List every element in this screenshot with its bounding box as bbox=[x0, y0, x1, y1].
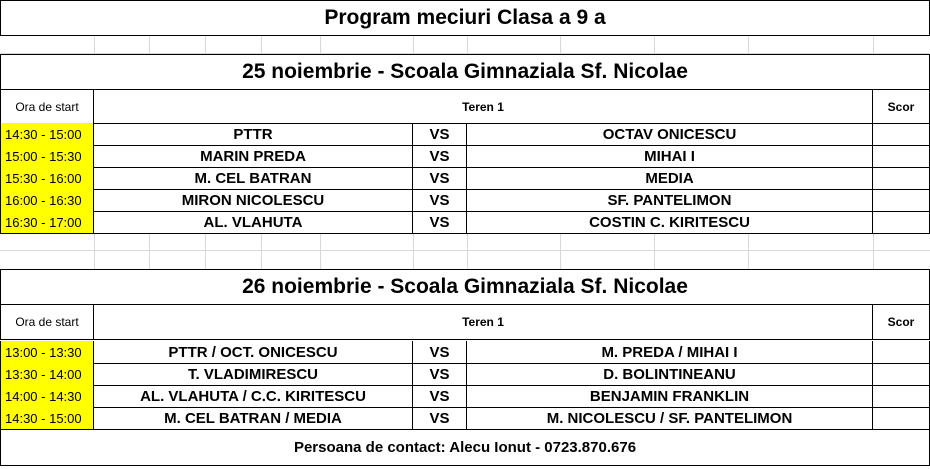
vs-label: VS bbox=[413, 211, 467, 234]
score-cell bbox=[873, 407, 930, 430]
section1-header-row bbox=[0, 89, 930, 124]
score-cell bbox=[873, 167, 930, 190]
field-header: Teren 1 bbox=[94, 89, 873, 124]
away-team: M. PREDA / MIHAI I bbox=[467, 341, 873, 364]
match-row bbox=[0, 407, 930, 430]
field-header: Teren 1 bbox=[94, 304, 873, 340]
contact-row bbox=[0, 429, 930, 466]
match-row bbox=[0, 167, 930, 190]
away-team: MEDIA bbox=[467, 167, 873, 190]
away-team: M. NICOLESCU / SF. PANTELIMON bbox=[467, 407, 873, 430]
vs-label: VS bbox=[413, 189, 467, 212]
match-row bbox=[0, 189, 930, 212]
vs-label: VS bbox=[413, 145, 467, 168]
home-team: AL. VLAHUTA / C.C. KIRITESCU bbox=[94, 385, 413, 408]
match-time: 14:30 - 15:00 bbox=[0, 407, 94, 430]
home-team: MARIN PREDA bbox=[94, 145, 413, 168]
vs-label: VS bbox=[413, 167, 467, 190]
score-cell bbox=[873, 123, 930, 146]
away-team: MIHAI I bbox=[467, 145, 873, 168]
away-team: D. BOLINTINEANU bbox=[467, 363, 873, 386]
score-cell bbox=[873, 341, 930, 364]
empty-row bbox=[0, 36, 930, 54]
vs-label: VS bbox=[413, 123, 467, 146]
away-team: SF. PANTELIMON bbox=[467, 189, 873, 212]
section2-heading: 26 noiembrie - Scoala Gimnaziala Sf. Nicolae bbox=[0, 269, 930, 305]
home-team: PTTR bbox=[94, 123, 413, 146]
match-time: 16:00 - 16:30 bbox=[0, 189, 94, 212]
start-time-header: Ora de start bbox=[0, 304, 94, 340]
home-team: AL. VLAHUTA bbox=[94, 211, 413, 234]
section1-heading: 25 noiembrie - Scoala Gimnaziala Sf. Nicolae bbox=[0, 54, 930, 90]
score-cell bbox=[873, 385, 930, 408]
away-team: OCTAV ONICESCU bbox=[467, 123, 873, 146]
match-row bbox=[0, 385, 930, 408]
match-time: 14:30 - 15:00 bbox=[0, 123, 94, 146]
page-title: Program meciuri Clasa a 9 a bbox=[0, 0, 930, 36]
title-row bbox=[0, 0, 930, 36]
match-time: 15:30 - 16:00 bbox=[0, 167, 94, 190]
home-team: M. CEL BATRAN bbox=[94, 167, 413, 190]
home-team: M. CEL BATRAN / MEDIA bbox=[94, 407, 413, 430]
score-header: Scor bbox=[873, 304, 930, 340]
vs-label: VS bbox=[413, 407, 467, 430]
match-time: 14:00 - 14:30 bbox=[0, 385, 94, 408]
score-cell bbox=[873, 145, 930, 168]
section2-heading-row bbox=[0, 269, 930, 305]
vs-label: VS bbox=[413, 385, 467, 408]
score-cell bbox=[873, 189, 930, 212]
vs-label: VS bbox=[413, 341, 467, 364]
match-time: 13:30 - 14:00 bbox=[0, 363, 94, 386]
match-row bbox=[0, 341, 930, 364]
match-time: 15:00 - 15:30 bbox=[0, 145, 94, 168]
vs-label: VS bbox=[413, 363, 467, 386]
score-cell bbox=[873, 211, 930, 234]
home-team: MIRON NICOLESCU bbox=[94, 189, 413, 212]
contact-info: Persoana de contact: Alecu Ionut - 0723.870.676 bbox=[0, 429, 930, 466]
match-row bbox=[0, 145, 930, 168]
home-team: T. VLADIMIRESCU bbox=[94, 363, 413, 386]
score-cell bbox=[873, 363, 930, 386]
home-team: PTTR / OCT. ONICESCU bbox=[94, 341, 413, 364]
away-team: COSTIN C. KIRITESCU bbox=[467, 211, 873, 234]
start-time-header: Ora de start bbox=[0, 89, 94, 124]
match-row bbox=[0, 211, 930, 234]
empty-rows bbox=[0, 233, 930, 269]
match-row bbox=[0, 363, 930, 386]
score-header: Scor bbox=[873, 89, 930, 124]
match-time: 13:00 - 13:30 bbox=[0, 341, 94, 364]
away-team: BENJAMIN FRANKLIN bbox=[467, 385, 873, 408]
section1-heading-row bbox=[0, 54, 930, 90]
match-time: 16:30 - 17:00 bbox=[0, 211, 94, 234]
section2-header-row bbox=[0, 304, 930, 340]
match-row bbox=[0, 123, 930, 146]
